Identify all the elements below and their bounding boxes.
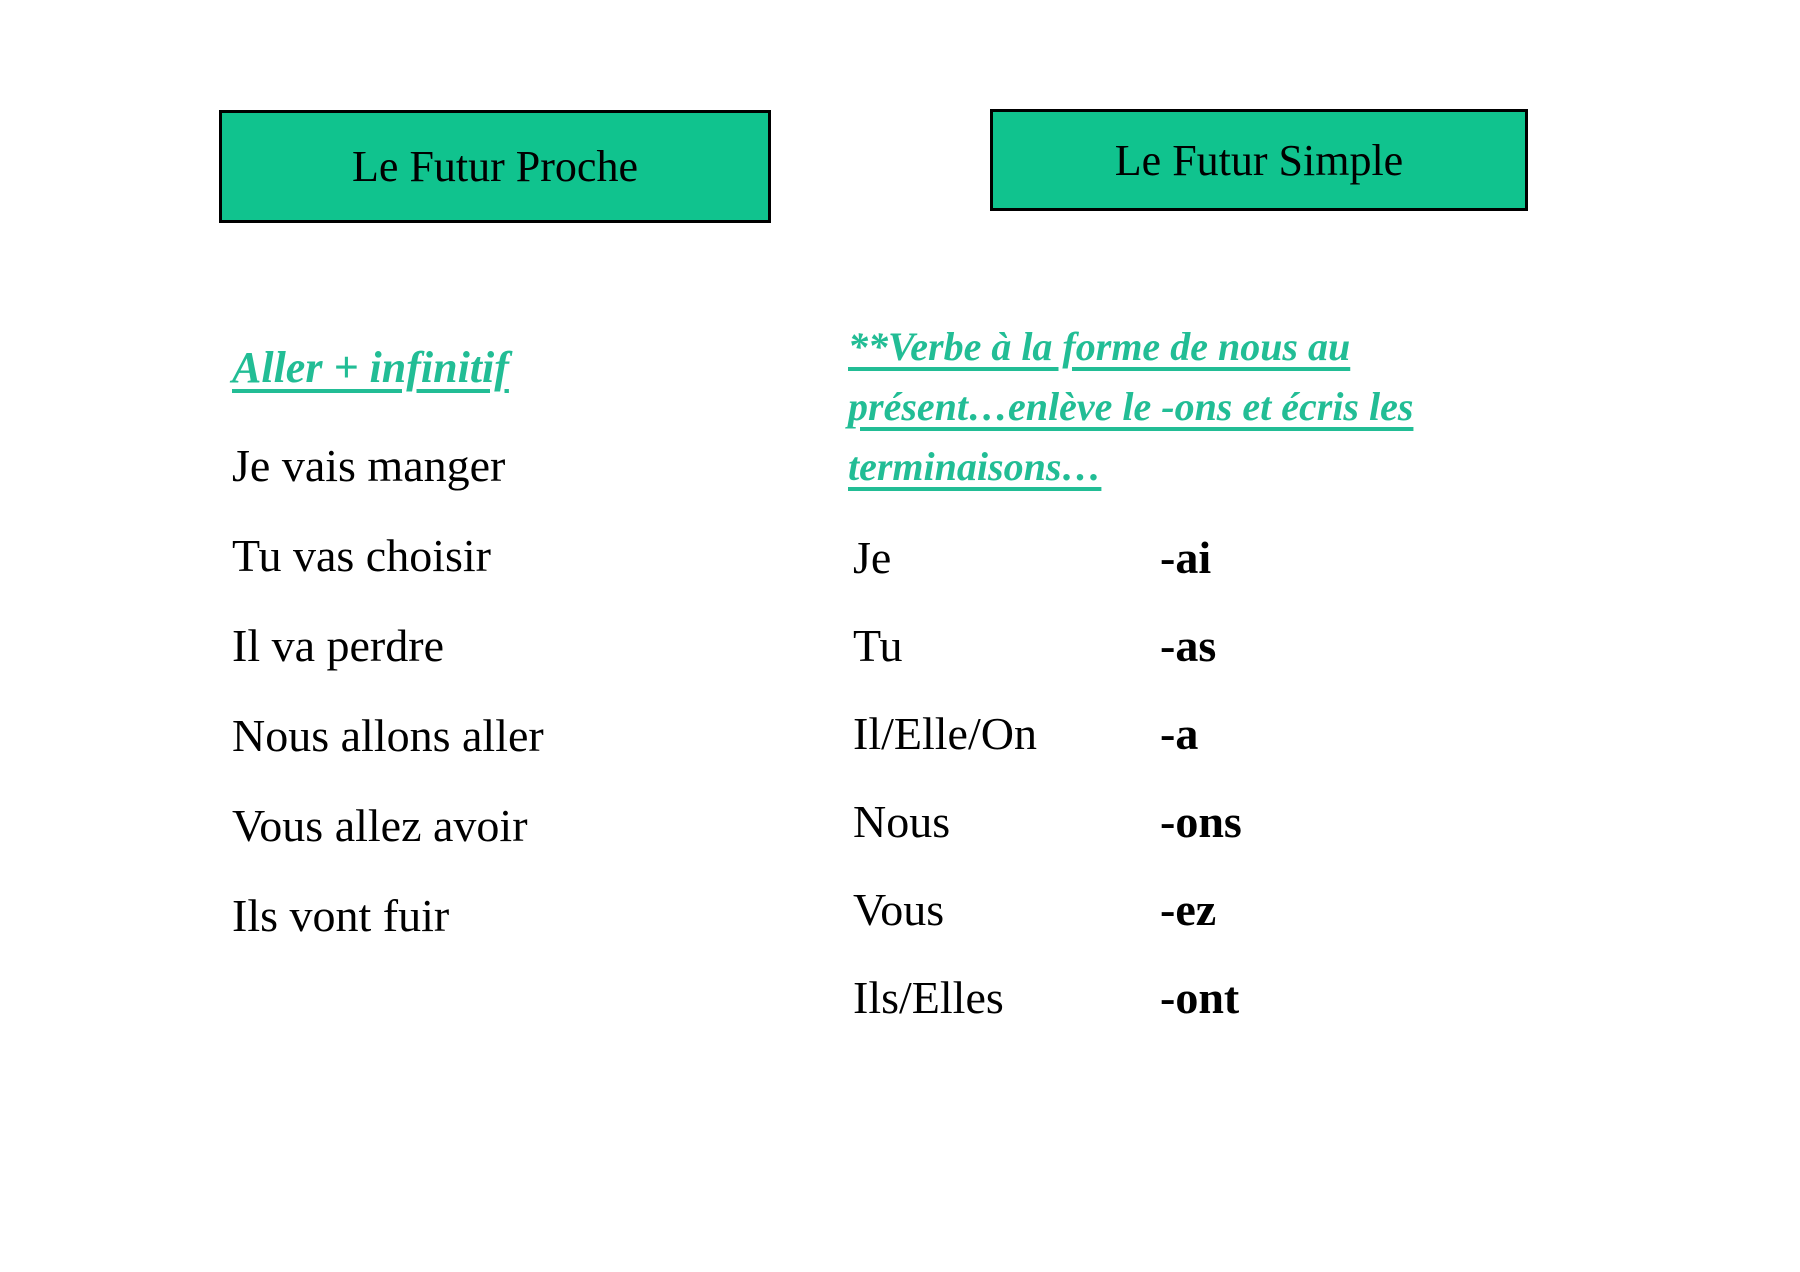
futur-proche-title: Le Futur Proche <box>352 142 638 191</box>
table-row <box>853 865 1242 953</box>
table-row <box>853 513 1242 601</box>
pronoun-cell: Ils/Elles <box>853 971 1004 1023</box>
list-item: Il va perdre <box>232 619 444 671</box>
list-item: Ils vont fuir <box>232 889 450 941</box>
list-item: Nous allons aller <box>232 709 544 761</box>
list-item: Je vais manger <box>232 439 506 491</box>
ending-cell: -ai <box>1160 531 1212 583</box>
ending-cell: -as <box>1160 619 1217 671</box>
ending-cell: -ont <box>1160 971 1240 1023</box>
table-row <box>853 601 1242 689</box>
list-item: Vous allez avoir <box>232 799 528 851</box>
pronoun-cell: Vous <box>853 883 945 935</box>
ending-cell: -ons <box>1160 795 1242 847</box>
rule-heading-line: présent…enlève le -ons et écris les <box>848 384 1414 429</box>
table-row <box>853 689 1242 777</box>
ending-cell: -ez <box>1160 883 1217 935</box>
futur-simple-endings-table <box>853 513 1242 1041</box>
futur-simple-header-box <box>990 109 1528 211</box>
futur-proche-header-box <box>219 110 771 223</box>
futur-proche-example-list <box>232 420 544 960</box>
rule-heading-line: **Verbe à la forme de nous au <box>848 324 1351 369</box>
pronoun-cell: Je <box>853 531 892 583</box>
aller-infinitif-heading: Aller + infinitif <box>232 343 509 392</box>
futur-simple-title: Le Futur Simple <box>1114 135 1404 185</box>
pronoun-cell: Tu <box>853 619 903 671</box>
pronoun-cell: Nous <box>853 795 951 847</box>
rule-heading-line: terminaisons… <box>848 444 1102 489</box>
table-row <box>853 777 1242 865</box>
futur-simple-rule-heading <box>848 317 1608 497</box>
table-row <box>853 953 1242 1041</box>
pronoun-cell: Il/Elle/On <box>853 707 1037 759</box>
ending-cell: -a <box>1160 707 1199 759</box>
list-item: Tu vas choisir <box>232 529 491 581</box>
